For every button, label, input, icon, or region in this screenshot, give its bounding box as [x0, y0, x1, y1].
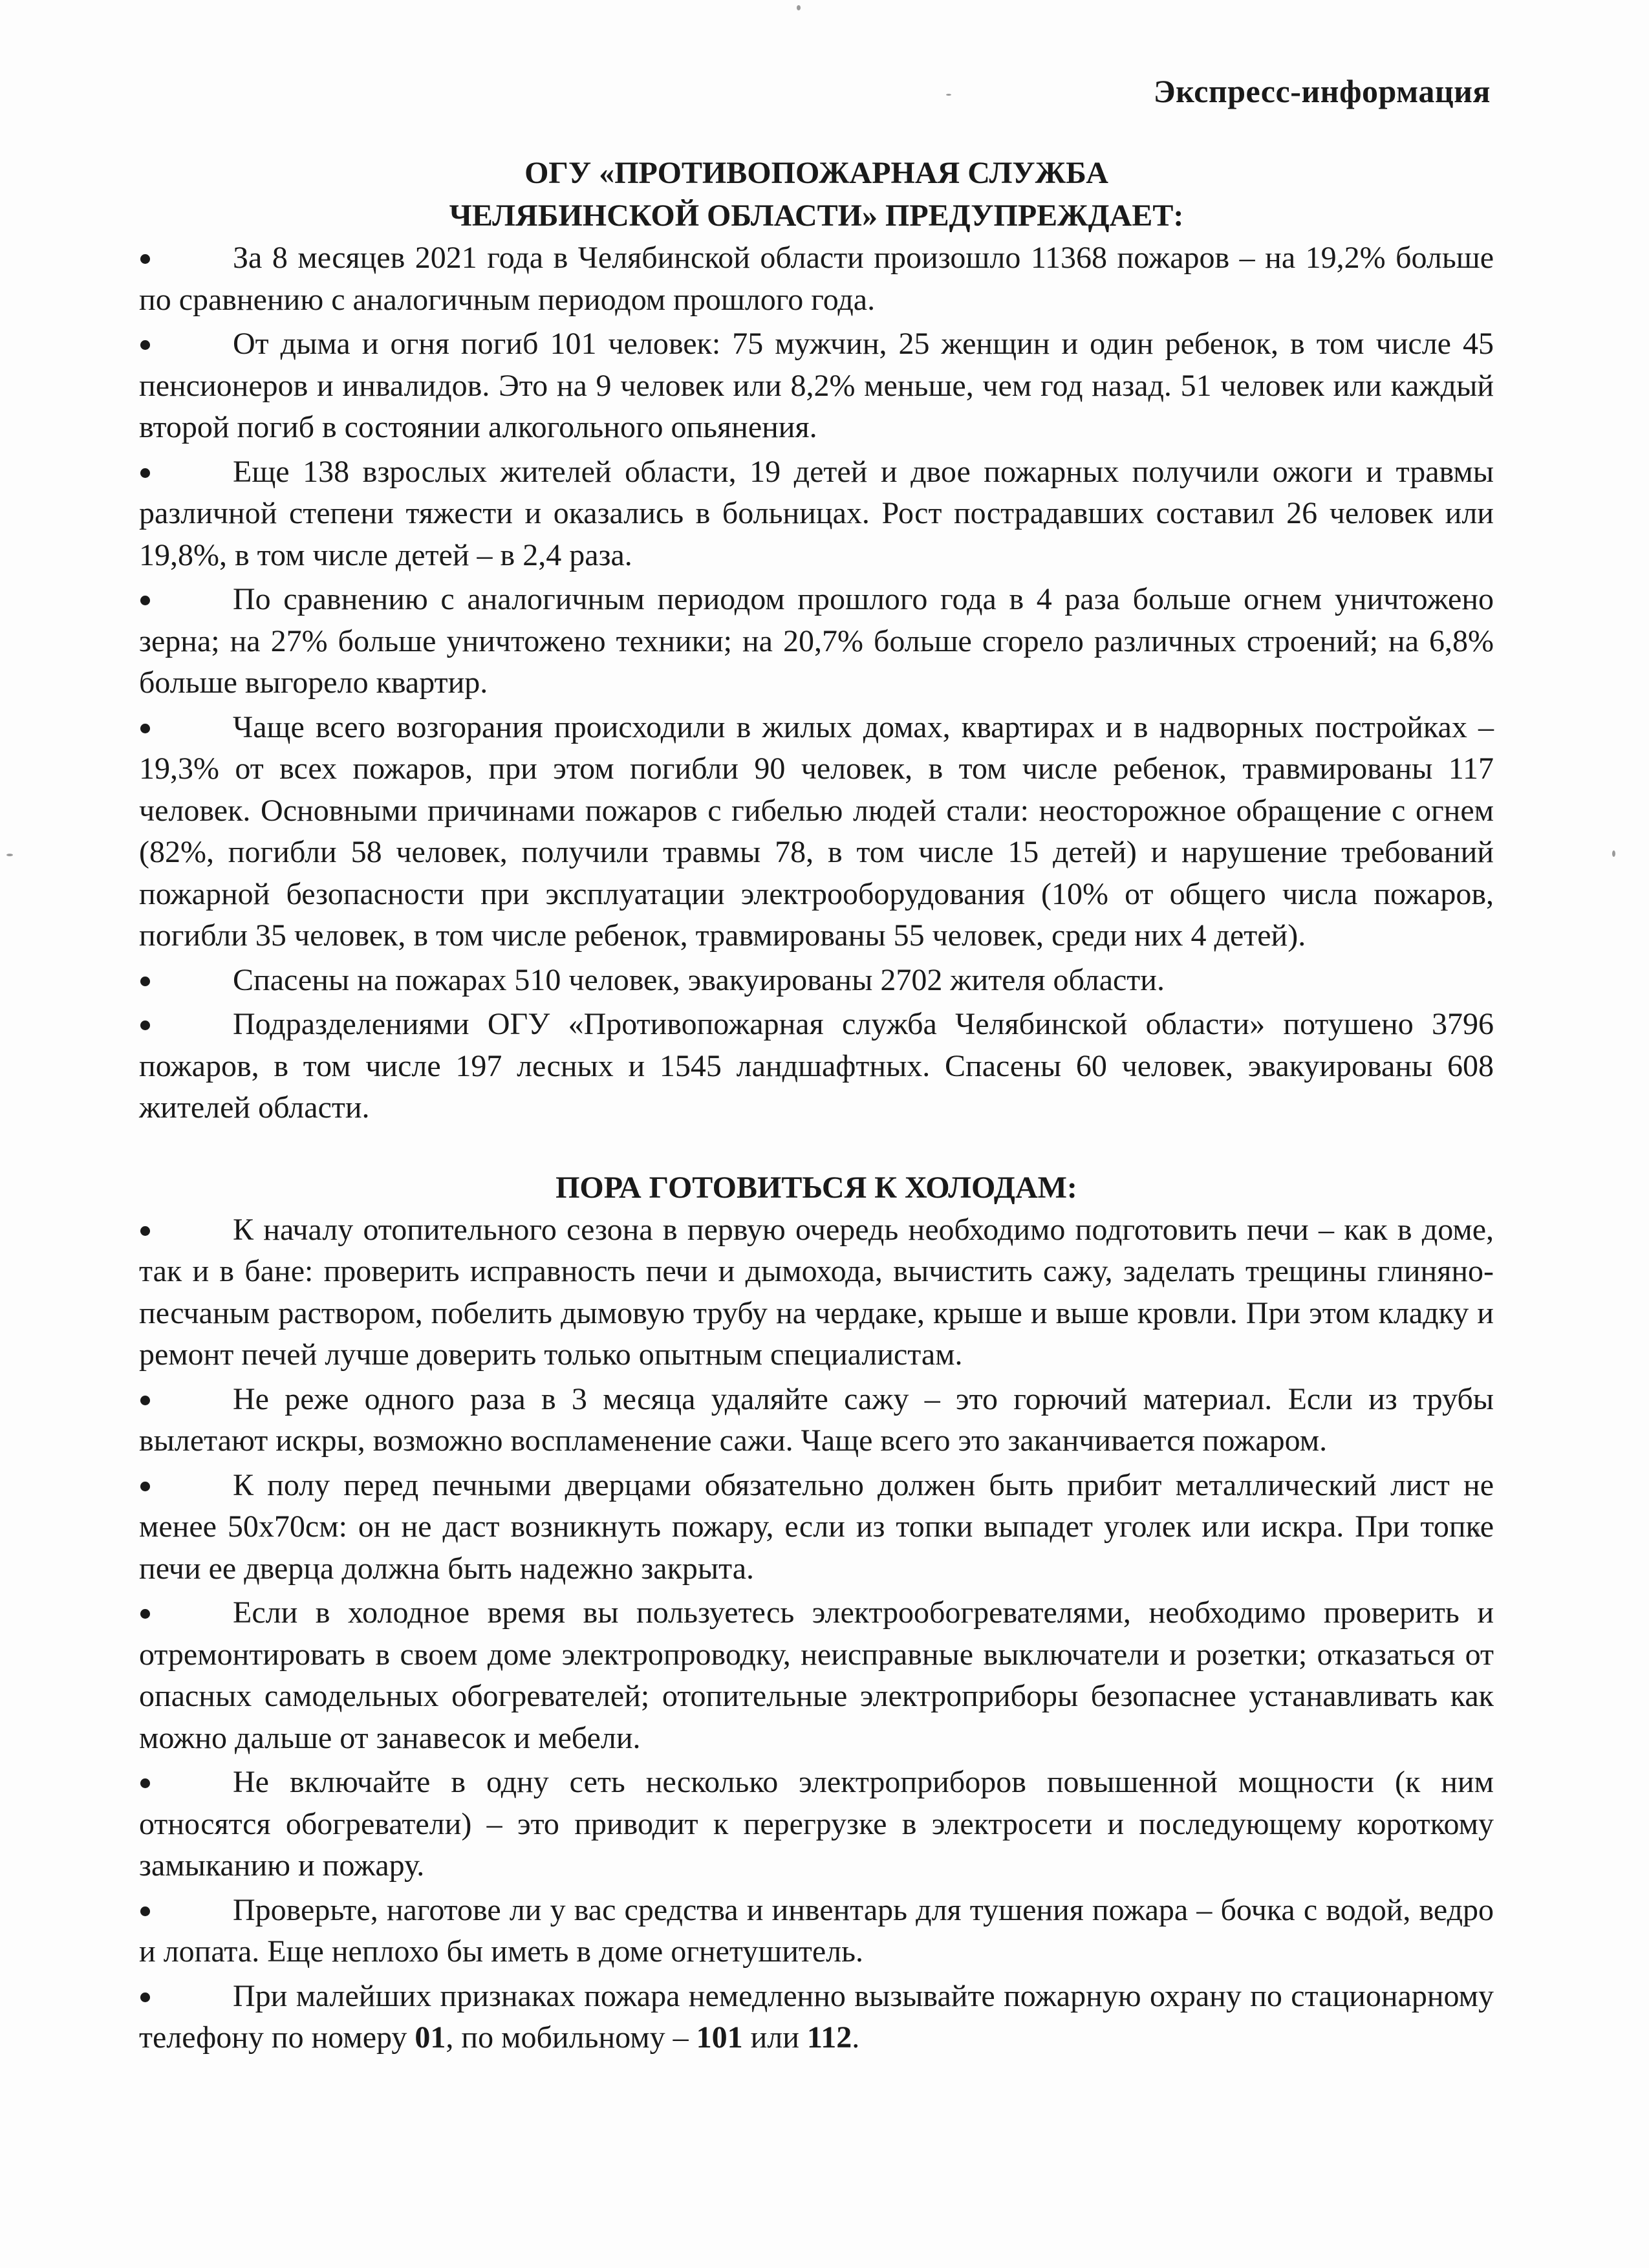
list-item: Не включайте в одну сеть несколько электроприборов повышенной мощности (к ним относятся обогреватели) – это приводит к перегрузке в электросети и последующему короткому замыканию и пожару. — [139, 1765, 1494, 1883]
bullet-icon — [140, 254, 150, 264]
bullet-icon — [140, 1482, 150, 1491]
section-heading-cold-season: ПОРА ГОТОВИТЬСЯ К ХОЛОДАМ: — [555, 1170, 1077, 1205]
bullet-icon — [140, 724, 150, 733]
list-item: От дыма и огня погиб 101 человек: 75 мужчин, 25 женщин и один ребенок, в том числе 45 пенсионеров и инвалидов. Это на 9 человек или 8,2% меньше, чем год назад. 51 человек или каждый второй погиб в состоянии алкогольного опьянения. — [139, 327, 1494, 444]
list-item: Подразделениями ОГУ «Противопожарная служба Челябинской области» потушено 3796 пожаров, в том числе 197 лесных и 1545 ландшафтных. Спасены 60 человек, эвакуированы 608 жителей области. — [139, 1007, 1494, 1125]
statistics-list — [139, 237, 1494, 1129]
bullet-icon — [140, 1021, 150, 1030]
bullet-icon — [140, 1778, 150, 1788]
list-item: За 8 месяцев 2021 года в Челябинской области произошло 11368 пожаров – на 19,2% больше по сравнению с аналогичным периодом прошлого года. — [139, 241, 1494, 317]
list-item: Чаще всего возгорания происходили в жилых домах, квартирах и в надворных постройках – 19,3% от всех пожаров, при этом погибли 90 человек, в том числе ребенок, травмированы 117 человек. Основными причинами пожаров с гибелью людей стали: неосторожное обращение с огнем (82%, погибли 58 человек, получили травмы 78, в том числе 15 детей) и нарушение требований пожарной безопасности при эксплуатации электрооборудования (10% от общего числа пожаров, погибли 35 человек, в том числе ребенок, травмированы 55 человек, среди них 4 детей). — [139, 709, 1494, 953]
bullet-icon — [140, 1609, 150, 1619]
heading-line-1: ОГУ «ПРОТИВОПОЖАРНАЯ СЛУЖБА — [524, 156, 1108, 190]
safety-tips-list — [139, 1209, 1494, 2059]
section-heading-warning — [139, 152, 1494, 237]
phone-number-landline: 01 — [415, 2020, 446, 2055]
scan-artifact — [946, 94, 951, 96]
phone-number-mobile-101: 101 — [696, 2020, 743, 2055]
document-body — [139, 152, 1494, 2062]
phone-number-mobile-112: 112 — [806, 2020, 852, 2055]
bullet-icon — [140, 468, 150, 478]
heading-line-2: ЧЕЛЯБИНСКОЙ ОБЛАСТИ» ПРЕДУПРЕЖДАЕТ: — [449, 199, 1184, 233]
scan-artifact — [6, 854, 13, 856]
bullet-icon — [140, 1906, 150, 1916]
scan-artifact — [797, 5, 801, 10]
list-item: Проверьте, наготове ли у вас средства и инвентарь для тушения пожара – бочка с водой, ведро и лопата. Еще неплохо бы иметь в доме огнетушитель. — [139, 1892, 1494, 1969]
list-item: К началу отопительного сезона в первую очередь необходимо подготовить печи – как в доме, так и в бане: проверить исправность печи и дымохода, вычистить сажу, заделать трещины глиняно-песчаным раствором, побелить дымовую трубу на чердаке, крыше и выше кровли. При этом кладку и ремонт печей лучше доверить только опытным специалистам. — [139, 1212, 1494, 1372]
bullet-icon — [140, 1396, 150, 1405]
emergency-call-item: При малейших признаках пожара немедленно вызывайте пожарную охрану по стационарному телефону по номеру 01, по мобильному – 101 или 112. — [139, 1978, 1494, 2055]
list-item: Если в холодное время вы пользуетесь электрообогревателями, необходимо проверить и отремонтировать в своем доме электропроводку, неисправные выключатели и розетки; отказаться от опасных самодельных обогревателей; отопительные электроприборы безопаснее устанавливать как можно дальше от занавесок и мебели. — [139, 1595, 1494, 1755]
list-item: Спасены на пожарах 510 человек, эвакуированы 2702 жителя области. — [139, 960, 1494, 1002]
bullet-icon — [140, 1226, 150, 1236]
list-item: Не реже одного раза в 3 месяца удаляйте сажу – это горючий материал. Если из трубы вылетают искры, возможно воспламенение сажи. Чаще всего это заканчивается пожаром. — [139, 1381, 1494, 1458]
list-item: По сравнению с аналогичным периодом прошлого года в 4 раза больше огнем уничтожено зерна; на 27% больше уничтожено техники; на 20,7% больше сгорело различных строений; на 6,8% больше выгорело квартир. — [139, 582, 1494, 700]
bullet-icon — [140, 977, 150, 986]
bullet-icon — [140, 1993, 150, 2002]
scan-artifact — [1612, 850, 1615, 857]
list-item: К полу перед печными дверцами обязательно должен быть прибит металлический лист не менее 50х70см: он не даст возникнуть пожару, если из топки выпадет уголек или искра. При топке печи ее дверца должна быть надежно закрыта. — [139, 1467, 1494, 1586]
bullet-icon — [140, 340, 150, 350]
bullet-icon — [140, 596, 150, 605]
document-label: Экспресс-информация — [1153, 73, 1491, 109]
list-item: Еще 138 взрослых жителей области, 19 детей и двое пожарных получили ожоги и травмы различной степени тяжести и оказались в больницах. Рост пострадавших составил 26 человек или 19,8%, в том числе детей – в 2,4 раза. — [139, 454, 1494, 572]
